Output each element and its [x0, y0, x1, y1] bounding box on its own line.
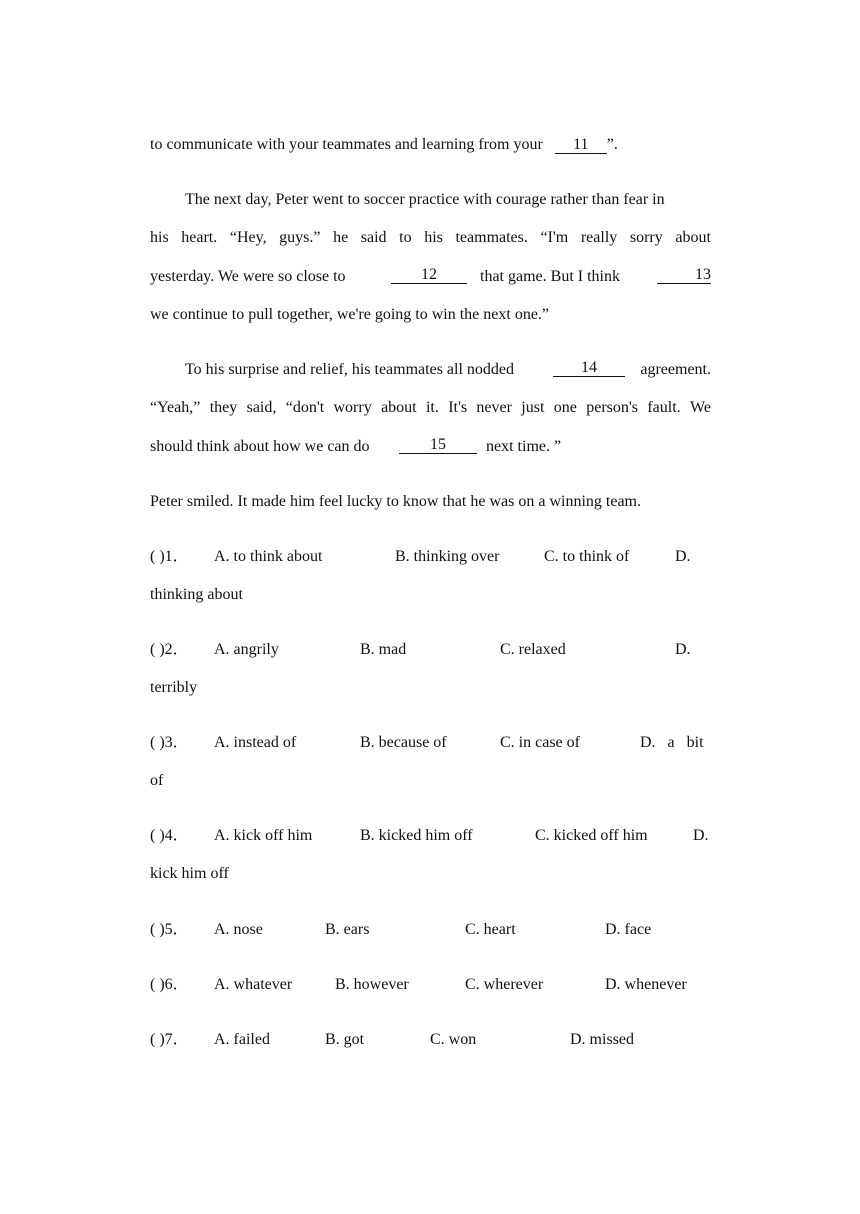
option-c: C. to think of [544, 548, 630, 565]
word: said, [246, 399, 277, 416]
question-number: ( )2． [150, 641, 189, 658]
option-b: B. however [335, 976, 409, 993]
passage-text: should think about how we can do [150, 438, 370, 455]
passage-text: Peter smiled. It made him feel lucky to know that he was on a winning team. [150, 493, 641, 510]
passage-text: next time. ” [486, 438, 562, 455]
word: “Yeah,” [150, 399, 201, 416]
question-number: ( )1． [150, 548, 189, 565]
question-wrap-1: thinking about [150, 586, 243, 603]
word: sorry [629, 229, 663, 246]
option-c: C. won [430, 1031, 477, 1048]
option-c: C. in case of [500, 734, 580, 751]
option-b: B. got [325, 1031, 365, 1048]
word: said [360, 229, 387, 246]
passage-line [150, 304, 711, 326]
passage-line [150, 189, 711, 211]
passage-text: we continue to pull together, we're going to win the next one.” [150, 306, 550, 323]
blank-13: 13 [657, 266, 711, 284]
option-b: B. kicked him off [360, 827, 473, 844]
passage-line [150, 436, 711, 458]
word: worry [333, 399, 372, 416]
question-number: ( )5． [150, 921, 189, 938]
option-c: C. relaxed [500, 641, 566, 658]
question-row-7 [150, 1029, 711, 1051]
question-row-5 [150, 919, 711, 941]
passage-line [150, 134, 711, 156]
question-wrap-3: of [150, 772, 164, 789]
passage-text: to communicate with your teammates and learning from your [150, 136, 543, 153]
option-a: A. instead of [214, 734, 297, 751]
option-b: B. mad [360, 641, 407, 658]
word: never [476, 399, 512, 416]
option-a: A. failed [214, 1031, 270, 1048]
word: they [209, 399, 238, 416]
word: “I'm [540, 229, 569, 246]
question-wrap-2: terribly [150, 679, 198, 696]
passage-text: yesterday. We were so close to [150, 268, 346, 285]
word: it. [425, 399, 439, 416]
option-a: A. kick off him [214, 827, 313, 844]
word: “don't [285, 399, 325, 416]
blank-12: 12 [391, 266, 467, 284]
passage-line [150, 266, 711, 288]
option-a: A. whatever [214, 976, 293, 993]
word: just [521, 399, 545, 416]
passage-text: that game. But I think [480, 268, 620, 285]
word: really [580, 229, 618, 246]
option-c: C. heart [465, 921, 516, 938]
passage-line-justified [150, 227, 711, 249]
option-d: D. missed [570, 1031, 634, 1048]
question-number: ( )6． [150, 976, 189, 993]
option-d: D. [675, 548, 691, 565]
passage-text: The next day, Peter went to soccer practice with courage rather than fear in [185, 191, 665, 208]
question-number: ( )4． [150, 827, 189, 844]
question-row-6 [150, 974, 711, 996]
blank-15: 15 [399, 436, 477, 454]
option-d: D. whenever [605, 976, 687, 993]
word: his [150, 229, 169, 246]
option-d: D. [693, 827, 709, 844]
word: he [333, 229, 349, 246]
question-row-4 [150, 825, 711, 847]
word: It's [448, 399, 468, 416]
passage-text: To his surprise and relief, his teammates all nodded [185, 361, 515, 378]
word: to [399, 229, 412, 246]
word: about [675, 229, 711, 246]
option-d: D. [675, 641, 691, 658]
question-row-2 [150, 639, 711, 661]
word: teammates. [455, 229, 528, 246]
question-row-3 [150, 732, 711, 754]
question-row-1 [150, 546, 711, 568]
word: one [553, 399, 577, 416]
word: We [690, 399, 711, 416]
option-b: B. because of [360, 734, 447, 751]
option-d: D. a bit [640, 734, 704, 751]
word: person's [586, 399, 638, 416]
word: heart. [181, 229, 218, 246]
option-a: A. nose [214, 921, 263, 938]
option-c: C. wherever [465, 976, 544, 993]
word: “Hey, [229, 229, 267, 246]
word: fault. [647, 399, 681, 416]
blank-11: 11 [555, 136, 607, 154]
word: his [424, 229, 443, 246]
word: guys.” [279, 229, 321, 246]
blank-14: 14 [553, 359, 625, 377]
option-a: A. angrily [214, 641, 279, 658]
question-number: ( )7． [150, 1031, 189, 1048]
passage-text: agreement. [640, 361, 711, 378]
option-b: B. ears [325, 921, 370, 938]
question-number: ( )3． [150, 734, 189, 751]
option-b: B. thinking over [395, 548, 500, 565]
question-wrap-4: kick him off [150, 865, 229, 882]
option-c: C. kicked off him [535, 827, 648, 844]
option-a: A. to think about [214, 548, 323, 565]
passage-line-justified [150, 397, 711, 419]
option-d: D. face [605, 921, 652, 938]
passage-line [150, 359, 711, 381]
word: about [381, 399, 417, 416]
passage-text: ”. [606, 136, 618, 153]
passage-line [150, 491, 711, 513]
